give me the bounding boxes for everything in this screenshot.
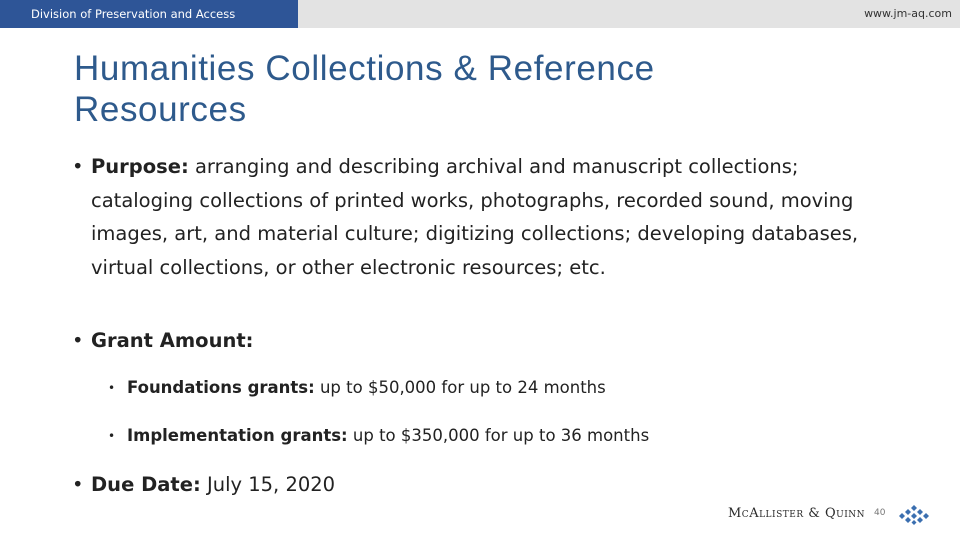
bullet-purpose-text [91,150,881,284]
diamond-grid-icon [896,504,932,526]
title-line-1: Humanities Collections & Reference [74,49,655,88]
sub-bullet-foundations-text [127,377,606,399]
sub-bullet-label: Foundations grants: [127,378,315,397]
sub-bullet-dot: • [108,381,116,395]
bullet-body: arranging and describing archival and manuscript collections; cataloging collections of printed works, photographs, recorded sound, moving images, art, and material culture; digitizing collections; developing databases, virtual collections, or other electronic resources; etc. [91,155,859,279]
title-line-2: Resources [74,90,247,129]
division-label: Division of Preservation and Access [31,7,236,21]
header-division-tab [0,0,298,28]
header-bar [0,0,960,28]
bullet-dot: • [72,329,84,352]
header-url[interactable]: www.jm-aq.com [864,7,952,20]
sub-bullet-body: up to $350,000 for up to 36 months [347,426,650,445]
bullet-grant-amount [72,326,253,356]
bullet-label: Due Date: [91,473,201,496]
page-number: 40 [874,508,886,518]
bullet-dot: • [72,155,84,178]
sub-bullet-label: Implementation grants: [127,426,348,445]
sub-bullet-dot: • [108,429,116,443]
slide-title [74,48,834,130]
sub-bullet-implementation-text [127,425,649,447]
bullet-due-date-text [91,470,335,500]
bullet-label: Purpose: [91,155,189,178]
sub-bullet-body: up to $50,000 for up to 24 months [314,378,606,397]
bullet-dot: • [72,473,84,496]
sub-bullet-foundations [108,377,606,399]
bullet-purpose [72,150,882,284]
sub-bullet-implementation [108,425,649,447]
bullet-label: Grant Amount: [91,329,254,352]
bullet-due-date [72,470,335,500]
company-logo-text: McAllister & Quinn [728,506,865,521]
bullet-body: July 15, 2020 [200,473,336,496]
